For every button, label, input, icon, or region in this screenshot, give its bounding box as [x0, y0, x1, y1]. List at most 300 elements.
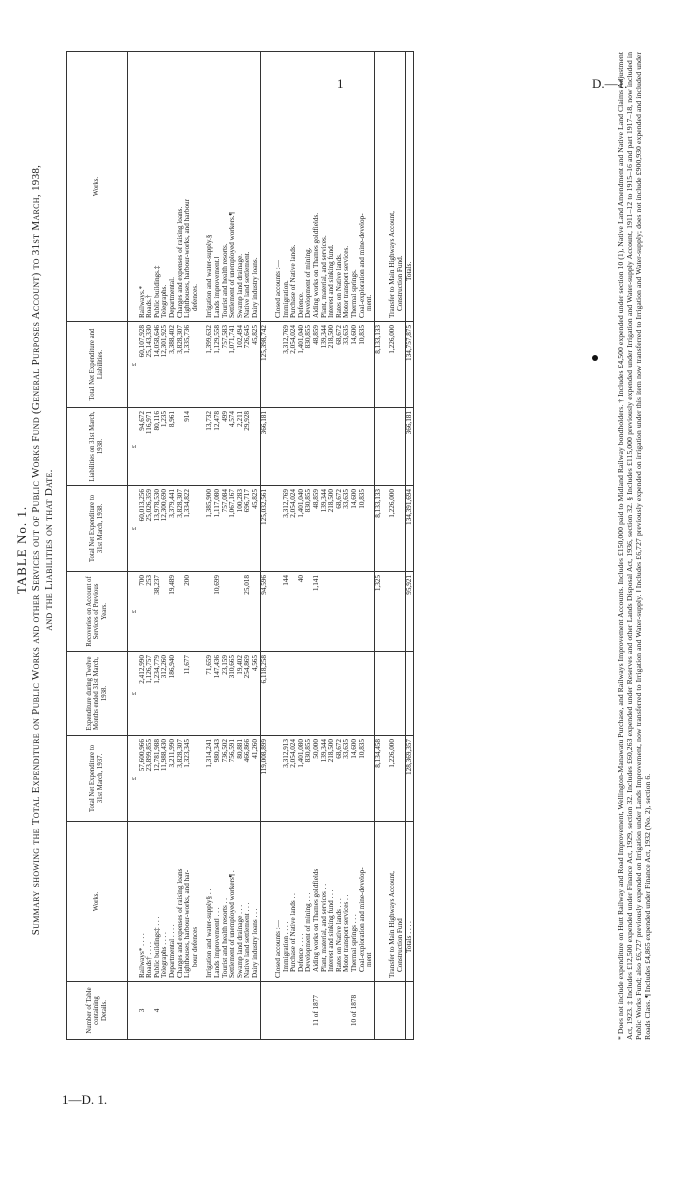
amount-cell [359, 572, 367, 652]
table-number-cell: 4 [154, 982, 162, 1040]
table-number-cell [298, 982, 306, 1040]
table-row [336, 52, 344, 1040]
amount-cell [366, 652, 374, 736]
works-cell: Telegraphs . . . . [161, 822, 169, 982]
table-row [206, 52, 214, 1040]
works-cell: Immigration. [283, 52, 291, 322]
works-cell: Railways* . . . . [139, 822, 147, 982]
table-row [192, 52, 200, 1040]
table-row [252, 52, 260, 1040]
amount-cell: 218,500 [328, 322, 336, 408]
table-body [128, 52, 414, 1040]
amount-cell: 60,013,256 [139, 486, 147, 572]
amount-cell [389, 572, 397, 652]
table-subtitle [30, 30, 56, 1070]
amount-cell: 33,635 [343, 486, 351, 572]
amount-cell: 736,502 [222, 736, 230, 822]
works-cell: ment [366, 822, 374, 982]
amount-cell: 23,159 [222, 652, 230, 736]
amount-cell: 14,058,646 [154, 322, 162, 408]
amount-cell: 60,107,928 [139, 322, 147, 408]
amount-cell [313, 652, 321, 736]
amount-cell [298, 408, 306, 486]
table-row [275, 52, 283, 1040]
amount-cell: 1,314,241 [206, 736, 214, 822]
works-cell: Totals . . . . [405, 822, 414, 982]
table-row [290, 52, 298, 1040]
amount-cell: 10,835 [359, 736, 367, 822]
amount-cell: 125,398,742 [260, 322, 268, 408]
amount-cell: 139,344 [321, 486, 329, 572]
amount-cell [298, 652, 306, 736]
subtitle-line-2: and the Liabilities on that Date. [43, 469, 55, 631]
amount-cell [328, 652, 336, 736]
works-cell: Native land settlement. [244, 52, 252, 322]
amount-cell: 25,018 [244, 572, 252, 652]
table-number-cell [275, 982, 283, 1040]
amount-cell: 2,054,024 [290, 486, 298, 572]
table-label: TABLE No. 1. [14, 505, 29, 595]
table-row [161, 52, 169, 1040]
amount-cell: 50,000 [313, 736, 321, 822]
amount-cell: 11,988,430 [161, 736, 169, 822]
amount-cell [313, 408, 321, 486]
works-cell: Rates on Native lands . . . [336, 822, 344, 982]
works-cell: Irrigation and water-supply.§ [206, 52, 214, 322]
spacer-cell [382, 572, 389, 652]
amount-cell [405, 652, 414, 736]
spacer-cell [382, 652, 389, 736]
table-row [397, 52, 405, 1040]
table-number-cell [290, 982, 298, 1040]
document-code: D.—1. [592, 76, 628, 91]
amount-cell: 23,899,855 [146, 736, 154, 822]
amount-cell: 45,825 [252, 486, 260, 572]
amount-cell: 8,134,458 [374, 736, 382, 822]
works-cell: Swamp land drainage. [237, 52, 245, 322]
amount-cell: 95,921 [405, 572, 414, 652]
amount-cell: 2,412,990 [139, 652, 147, 736]
amount-cell [192, 486, 200, 572]
works-cell: Charges and expenses of raising loans [177, 822, 185, 982]
column-header: Total Net Expenditure to 31st March, 1938. [67, 486, 128, 572]
table-number-cell [321, 982, 329, 1040]
amount-cell: 10,835 [359, 486, 367, 572]
table-number-cell [244, 982, 252, 1040]
subtotal-row [374, 52, 382, 1040]
amount-cell: 139,344 [321, 736, 329, 822]
spacer-cell [268, 322, 275, 408]
amount-cell [305, 652, 313, 736]
works-cell: Coal-exploration and mine-develop- [359, 822, 367, 982]
amount-cell [328, 408, 336, 486]
works-cell: Charges and expenses of raising loans. [177, 52, 185, 322]
amount-cell: 1,399,632 [206, 322, 214, 408]
works-cell: Lands improvement‖ . . . [214, 822, 222, 982]
amount-cell: 1,325 [374, 572, 382, 652]
unit-cell: £ [128, 486, 139, 572]
amount-cell [192, 572, 200, 652]
works-cell: Dairy industry loans. [252, 52, 260, 322]
spacer-cell [382, 408, 389, 486]
amount-cell: 3,828,307 [177, 322, 185, 408]
table-row [229, 52, 237, 1040]
amount-cell [397, 736, 405, 822]
works-cell: Rates on Native lands. [336, 52, 344, 322]
amount-cell: 3,312,769 [283, 486, 291, 572]
works-cell: Thermal springs . . . [351, 822, 359, 982]
amount-cell: 1,334,822 [184, 486, 192, 572]
amount-cell: 13,732 [206, 408, 214, 486]
works-cell: Motor transport services . . [343, 822, 351, 982]
amount-cell [192, 652, 200, 736]
table-row [146, 52, 154, 1040]
amount-cell [275, 652, 283, 736]
amount-cell [328, 572, 336, 652]
works-cell: Swamp land drainage . . . [237, 822, 245, 982]
amount-cell: 1,126,757 [146, 652, 154, 736]
unit-cell [128, 52, 139, 322]
amount-cell [397, 322, 405, 408]
works-cell: Plant, material, and services . . [321, 822, 329, 982]
amount-cell: 218,500 [328, 486, 336, 572]
table-number-cell [214, 982, 222, 1040]
amount-cell: 134,391,694 [405, 486, 414, 572]
works-cell: Interest and sinking fund . . . [328, 822, 336, 982]
amount-cell: 6,118,258 [260, 652, 268, 736]
works-cell: Development of mining . . . [305, 822, 313, 982]
table-row [389, 52, 397, 1040]
amount-cell: 40 [298, 572, 306, 652]
amount-cell: 125,032,561 [260, 486, 268, 572]
amount-cell [275, 408, 283, 486]
amount-cell: 12,300,690 [161, 486, 169, 572]
works-cell: Purchase of Native lands . . [290, 822, 298, 982]
amount-cell [397, 408, 405, 486]
works-cell: Roads.† [146, 52, 154, 322]
works-cell: Transfer to Main Highways Account, [389, 52, 397, 322]
amount-cell: 12,781,988 [154, 736, 162, 822]
table-row [154, 52, 162, 1040]
works-cell: Irrigation and water-supply§ . . [206, 822, 214, 982]
amount-cell: 1,335,736 [184, 322, 192, 408]
amount-cell: 119,008,899 [260, 736, 268, 822]
works-cell: Departmental. [169, 52, 177, 322]
amount-cell: 19,489 [169, 572, 177, 652]
works-cell: Thermal springs. [351, 52, 359, 322]
table-row [184, 52, 192, 1040]
works-cell: Coal-exploration and mine-develop- [359, 52, 367, 322]
table-row [214, 52, 222, 1040]
column-header: Total Net Expenditure to 31st March, 1937. [67, 736, 128, 822]
amount-cell: 14,600 [351, 486, 359, 572]
amount-cell [343, 572, 351, 652]
amount-cell: 100,283 [237, 486, 245, 572]
works-cell: Purchase of Native lands. [290, 52, 298, 322]
amount-cell [290, 572, 298, 652]
works-cell: bour defences [192, 822, 200, 982]
amount-cell [192, 322, 200, 408]
amount-cell: 94,596 [260, 572, 268, 652]
table-number-cell [229, 982, 237, 1040]
document-code-bottom: 1—D. 1. [62, 1092, 108, 1107]
amount-cell [283, 652, 291, 736]
footnotes: * Does not include expenditure on Hutt Railway and Road Improvement, Wellington-Manawatu Purchase, and Railways Improvement Accounts. Includes £150,000 paid to Midland Railway bondholders. † Includes £4,500 expended under section 10 (1), Native Land Amendment and Native Land Claims Adjustment Act, 1923. ‡ Includes £12,500 expended under Finance Act, 1929, section 32. Includes £60,263 expended under Reserves and other Lands Disposal Act, 1936, section 32. § Includes £115,000 previously expended under Irrigation and Water-supply Account, 1911–12 to 1915–16 and part 1917–18, now included in Public Works Fund; also £6,727 previously expended on Irrigation under Lands Improvement, now transferred to Irrigation and Water-supply. ‖ Includes £6,727 previously expended on irrigation under this item now transferred to Irrigation and Water-supply; does not include £900,930 expended and included under Roads Class. ¶ Includes £4,865 expended under Finance Act, 1932 (No. 2), section 6. [616, 52, 652, 1040]
amount-cell [389, 652, 397, 736]
amount-cell: 1,385,900 [206, 486, 214, 572]
amount-cell [366, 408, 374, 486]
table-number-cell [169, 982, 177, 1040]
works-cell: Defence. [298, 52, 306, 322]
amount-cell [192, 736, 200, 822]
table-number-cell [389, 982, 397, 1040]
works-cell [374, 52, 382, 322]
amount-cell: 80,881 [237, 736, 245, 822]
amount-cell: 1,129,558 [214, 322, 222, 408]
works-cell: Interest and sinking fund. [328, 52, 336, 322]
works-cell: Settlement of unemployed workers.¶ [229, 52, 237, 322]
works-cell: Aiding works on Thames goldfields. [313, 52, 321, 322]
table-row [283, 52, 291, 1040]
amount-cell: 4,565 [252, 652, 260, 736]
table-row [244, 52, 252, 1040]
spacer-cell [268, 736, 275, 822]
amount-cell: 147,436 [214, 652, 222, 736]
amount-cell [290, 652, 298, 736]
spacer-cell [268, 652, 275, 736]
table-row [343, 52, 351, 1040]
amount-cell: 914 [184, 408, 192, 486]
amount-cell: 186,940 [169, 652, 177, 736]
table-number-cell [184, 982, 192, 1040]
works-cell: Closed accounts :— [275, 52, 283, 322]
works-cell: Tourist and health resorts . . [222, 822, 230, 982]
spacer-cell [268, 572, 275, 652]
column-header: Recoveries on Account of Services of Previous Years. [67, 572, 128, 652]
subtitle-line-1: Summary showing the Total Expenditure on Public Works and other Services out of Public Works Fund (General Purposes Account) to 31st March, 1938, [30, 164, 42, 936]
subtotal-row [260, 52, 268, 1040]
amount-cell: 3,379,441 [169, 486, 177, 572]
table-number-cell [359, 982, 367, 1040]
unit-row [128, 52, 139, 1040]
amount-cell: 48,859 [313, 486, 321, 572]
works-cell: Construction Fund. [397, 52, 405, 322]
works-cell: Settlement of unemployed workers¶ . [229, 822, 237, 982]
spacer-cell [268, 982, 275, 1040]
amount-cell: 366,181 [405, 408, 414, 486]
amount-cell: 139,344 [321, 322, 329, 408]
amount-cell: 33,635 [343, 322, 351, 408]
works-cell: Motor transport services. [343, 52, 351, 322]
amount-cell: 45,825 [252, 322, 260, 408]
amount-cell: 3,828,307 [177, 736, 185, 822]
amount-cell [343, 408, 351, 486]
amount-cell [359, 652, 367, 736]
amount-cell: 12,301,925 [161, 322, 169, 408]
amount-cell: 726,645 [244, 322, 252, 408]
works-cell: Plant, material, and services. [321, 52, 329, 322]
amount-cell: 253 [146, 572, 154, 652]
works-cell: Lighthouses, harbour-works, and harbour [184, 52, 192, 322]
amount-cell: 11,677 [184, 652, 192, 736]
amount-cell: 33,635 [343, 736, 351, 822]
amount-cell: 25,026,359 [146, 486, 154, 572]
works-cell: Lighthouses, harbour-works, and har- [184, 822, 192, 982]
unit-cell [128, 982, 139, 1040]
unit-cell [128, 822, 139, 982]
works-cell: Tourist and health resorts. [222, 52, 230, 322]
table-row [237, 52, 245, 1040]
amount-cell [351, 652, 359, 736]
table-number-cell [328, 982, 336, 1040]
column-header: Number of Table containing Details. [67, 982, 128, 1040]
works-cell: Closed accounts :— [275, 822, 283, 982]
amount-cell: 218,500 [328, 736, 336, 822]
amount-cell [192, 408, 200, 486]
works-cell: Construction Fund [397, 822, 405, 982]
amount-cell [351, 572, 359, 652]
amount-cell: 757,084 [222, 486, 230, 572]
table-row [366, 52, 374, 1040]
works-cell: Dairy industry loans . . . [252, 822, 260, 982]
table-number-cell [397, 982, 405, 1040]
amount-cell: 8,133,133 [374, 322, 382, 408]
works-cell: Roads† . . . . [146, 822, 154, 982]
unit-cell: £ [128, 652, 139, 736]
works-cell: Telegraphs. [161, 52, 169, 322]
table-number-cell [206, 982, 214, 1040]
amount-cell [305, 408, 313, 486]
table-row [298, 52, 306, 1040]
amount-cell: 19,402 [237, 652, 245, 736]
amount-cell: 499 [222, 408, 230, 486]
amount-cell: 41,260 [252, 736, 260, 822]
amount-cell: 1,401,040 [298, 486, 306, 572]
amount-cell: 71,659 [206, 652, 214, 736]
amount-cell: 14,600 [351, 736, 359, 822]
column-header: Works. [67, 52, 128, 322]
table-number-cell [374, 982, 382, 1040]
amount-cell: 14,600 [351, 322, 359, 408]
amount-cell: 10,835 [359, 322, 367, 408]
works-cell: Public buildings‡ . . . [154, 822, 162, 982]
amount-cell [336, 572, 344, 652]
amount-cell: 1,226,000 [389, 322, 397, 408]
expenditure-table [66, 51, 414, 1040]
amount-cell: 756,591 [229, 736, 237, 822]
amount-cell [321, 572, 329, 652]
table-number-cell [161, 982, 169, 1040]
rotated-table-page [8, 30, 684, 1070]
amount-cell [351, 408, 359, 486]
amount-cell: 2,054,024 [290, 322, 298, 408]
table-number-cell [237, 982, 245, 1040]
spacer-cell [268, 408, 275, 486]
amount-cell: 3,312,913 [283, 736, 291, 822]
amount-cell: 116,971 [146, 408, 154, 486]
amount-cell: 68,672 [336, 322, 344, 408]
amount-cell: 1,235 [161, 408, 169, 486]
amount-cell: 696,717 [244, 486, 252, 572]
unit-cell: £ [128, 322, 139, 408]
works-cell: Lands improvement.‖ [214, 52, 222, 322]
table-row [139, 52, 147, 1040]
works-cell: Native land settlement . . . [244, 822, 252, 982]
totals-row [405, 52, 414, 1040]
amount-cell: 1,226,000 [389, 486, 397, 572]
amount-cell: 3,388,402 [169, 322, 177, 408]
amount-cell: 2,211 [237, 408, 245, 486]
amount-cell: 2,054,024 [290, 736, 298, 822]
amount-cell [321, 652, 329, 736]
amount-cell: 3,828,307 [177, 486, 185, 572]
works-cell [374, 822, 382, 982]
amount-cell: 13,978,530 [154, 486, 162, 572]
amount-cell [397, 486, 405, 572]
works-cell: Aiding works on Thames goldfields [313, 822, 321, 982]
amount-cell [283, 408, 291, 486]
amount-cell [336, 408, 344, 486]
amount-cell: 1,234,779 [154, 652, 162, 736]
page-number: 1 [337, 76, 344, 91]
spacer-cell [382, 982, 389, 1040]
amount-cell: 94,672 [139, 408, 147, 486]
table-number-cell: 10 of 1878 [351, 982, 359, 1040]
amount-cell: 4,574 [229, 408, 237, 486]
amount-cell: 830,855 [305, 736, 313, 822]
amount-cell: 1,226,000 [389, 736, 397, 822]
amount-cell: 200 [184, 572, 192, 652]
works-cell: ment. [366, 52, 374, 322]
table-number-cell: 3 [139, 982, 147, 1040]
amount-cell: 757,583 [222, 322, 230, 408]
column-header: Expenditure during Twelve Months ended 31st March, 1938. [67, 652, 128, 736]
table-row [359, 52, 367, 1040]
amount-cell [229, 572, 237, 652]
amount-cell [252, 572, 260, 652]
amount-cell [336, 652, 344, 736]
amount-cell: 466,866 [244, 736, 252, 822]
amount-cell [359, 408, 367, 486]
amount-cell [321, 408, 329, 486]
amount-cell [343, 652, 351, 736]
amount-cell: 830,855 [305, 322, 313, 408]
amount-cell [290, 408, 298, 486]
table-number-cell [336, 982, 344, 1040]
amount-cell: 57,600,966 [139, 736, 147, 822]
amount-cell: 366,181 [260, 408, 268, 486]
amount-cell: 128,369,357 [405, 736, 414, 822]
table-header-row [67, 52, 128, 1040]
works-cell [260, 52, 268, 322]
unit-cell: £ [128, 408, 139, 486]
amount-cell [397, 572, 405, 652]
amount-cell: 8,133,133 [374, 486, 382, 572]
amount-cell: 1,401,080 [298, 736, 306, 822]
amount-cell: 134,757,875 [405, 322, 414, 408]
amount-cell [397, 652, 405, 736]
amount-cell: 12,478 [214, 408, 222, 486]
amount-cell: 38,237 [154, 572, 162, 652]
unit-cell: £ [128, 572, 139, 652]
spacer-row [268, 52, 275, 1040]
works-cell: Railways.* [139, 52, 147, 322]
table-number-cell [177, 982, 185, 1040]
works-cell: Immigration . . . . [283, 822, 291, 982]
table-number-cell [366, 982, 374, 1040]
spacer-cell [199, 982, 206, 1040]
works-cell [260, 822, 268, 982]
